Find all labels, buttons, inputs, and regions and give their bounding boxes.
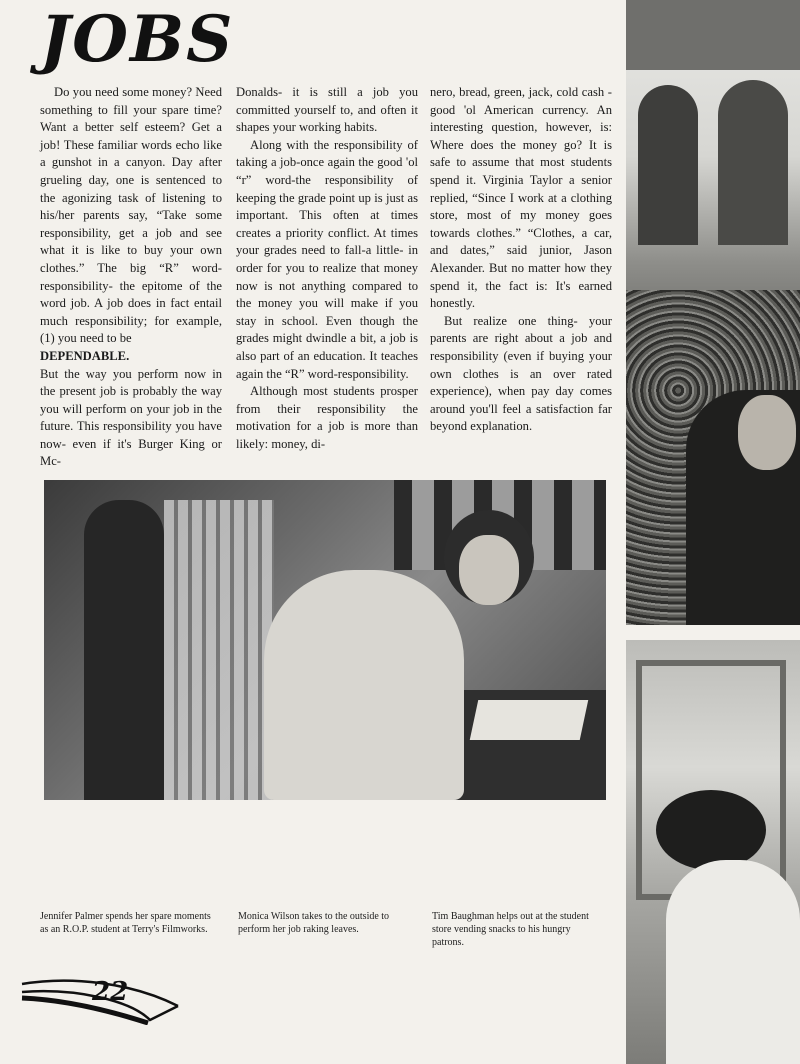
page-title: JOBS <box>40 2 235 77</box>
photo-detail <box>84 500 164 800</box>
photo-student-store <box>626 640 800 1064</box>
photo-detail <box>459 535 519 605</box>
photo-caption: Monica Wilson takes to the outside to perform her job raking leaves. <box>238 911 390 936</box>
paragraph: Donalds- it is still a job you committed yourself to, and often it shapes your working habits. <box>236 85 418 135</box>
photo-caption: Tim Baughman helps out at the student store vending snacks to his hungry patrons. <box>432 911 589 949</box>
photo-detail <box>666 860 800 1064</box>
paragraph: Although most students prosper from their responsibility the motivation for a job is more than likely: money, di- <box>236 384 418 451</box>
photo-detail <box>164 500 274 800</box>
photo-caption: Jennifer Palmer spends her spare moments as an R.O.P. student at Terry's Filmworks. <box>40 911 211 936</box>
page-number-flourish <box>20 970 185 1025</box>
paragraph: But realize one thing- your parents are right about a job and responsibility (even if buying your own clothes is an over rated experience), when pay day comes around you'll feel a satisfaction far beyond explanation. <box>430 313 612 434</box>
paragraph: DEPENDABLE. <box>40 348 130 363</box>
photo-raking-leaves <box>626 0 800 625</box>
photo-detail <box>626 0 800 70</box>
paragraph: Along with the responsibility of taking a job-once again the good 'ol “r” word-the responsibility of keeping the grade point up is just as important. This often at times creates a priority conflict. At times your grades need to fall-a little- in order for you to realize that money now is not anything compared to the money you will make if you stay in school. Even though the grades might dwindle a bit, a job is also part of an education. It teaches again the “R” word-responsibility. <box>236 137 418 381</box>
paragraph: nero, bread, green, jack, cold cash - good 'ol American currency. An interesting question, however, is: Where does the money go? It is safe to assume that most students spend it. Virginia Taylor a senior replied, “Since I work at a clothing store, most of my money goes towards clothes.” “Clothes, a car, and dates,” said junior, Jason Alexander. But no matter how they spend it, the fact is: It's earned honestly. <box>430 85 612 311</box>
photo-detail <box>264 570 464 800</box>
photo-detail <box>656 790 766 870</box>
article-column-2 <box>236 84 418 453</box>
photo-detail <box>718 80 788 245</box>
paragraph: Do you need some money? Need something to fill your spare time? Want a better self esteem? Get a job! These familiar words echo like a gunshot in a canyon. Day after grueling day, one is sentenced to the agonizing task of listening to his/her parents say, “Take some responsibility, get a job and see what it is like to buy your own clothes.” The big “R” word-responsibility- the epitome of the word job. A job does in fact entail much responsibility; for example, (1) you need to be <box>40 85 222 346</box>
photo-film-store <box>44 480 606 800</box>
photo-detail <box>470 700 589 740</box>
page-number: 22 <box>92 977 129 1007</box>
paragraph: But the way you perform now in the present job is probably the way you will perform on your job in the future. This responsibility you have now- even if it's Burger King or Mc- <box>40 366 222 469</box>
photo-detail <box>738 395 796 470</box>
photo-detail <box>638 85 698 245</box>
article-column-1 <box>40 84 222 471</box>
article-column-3 <box>430 84 612 436</box>
